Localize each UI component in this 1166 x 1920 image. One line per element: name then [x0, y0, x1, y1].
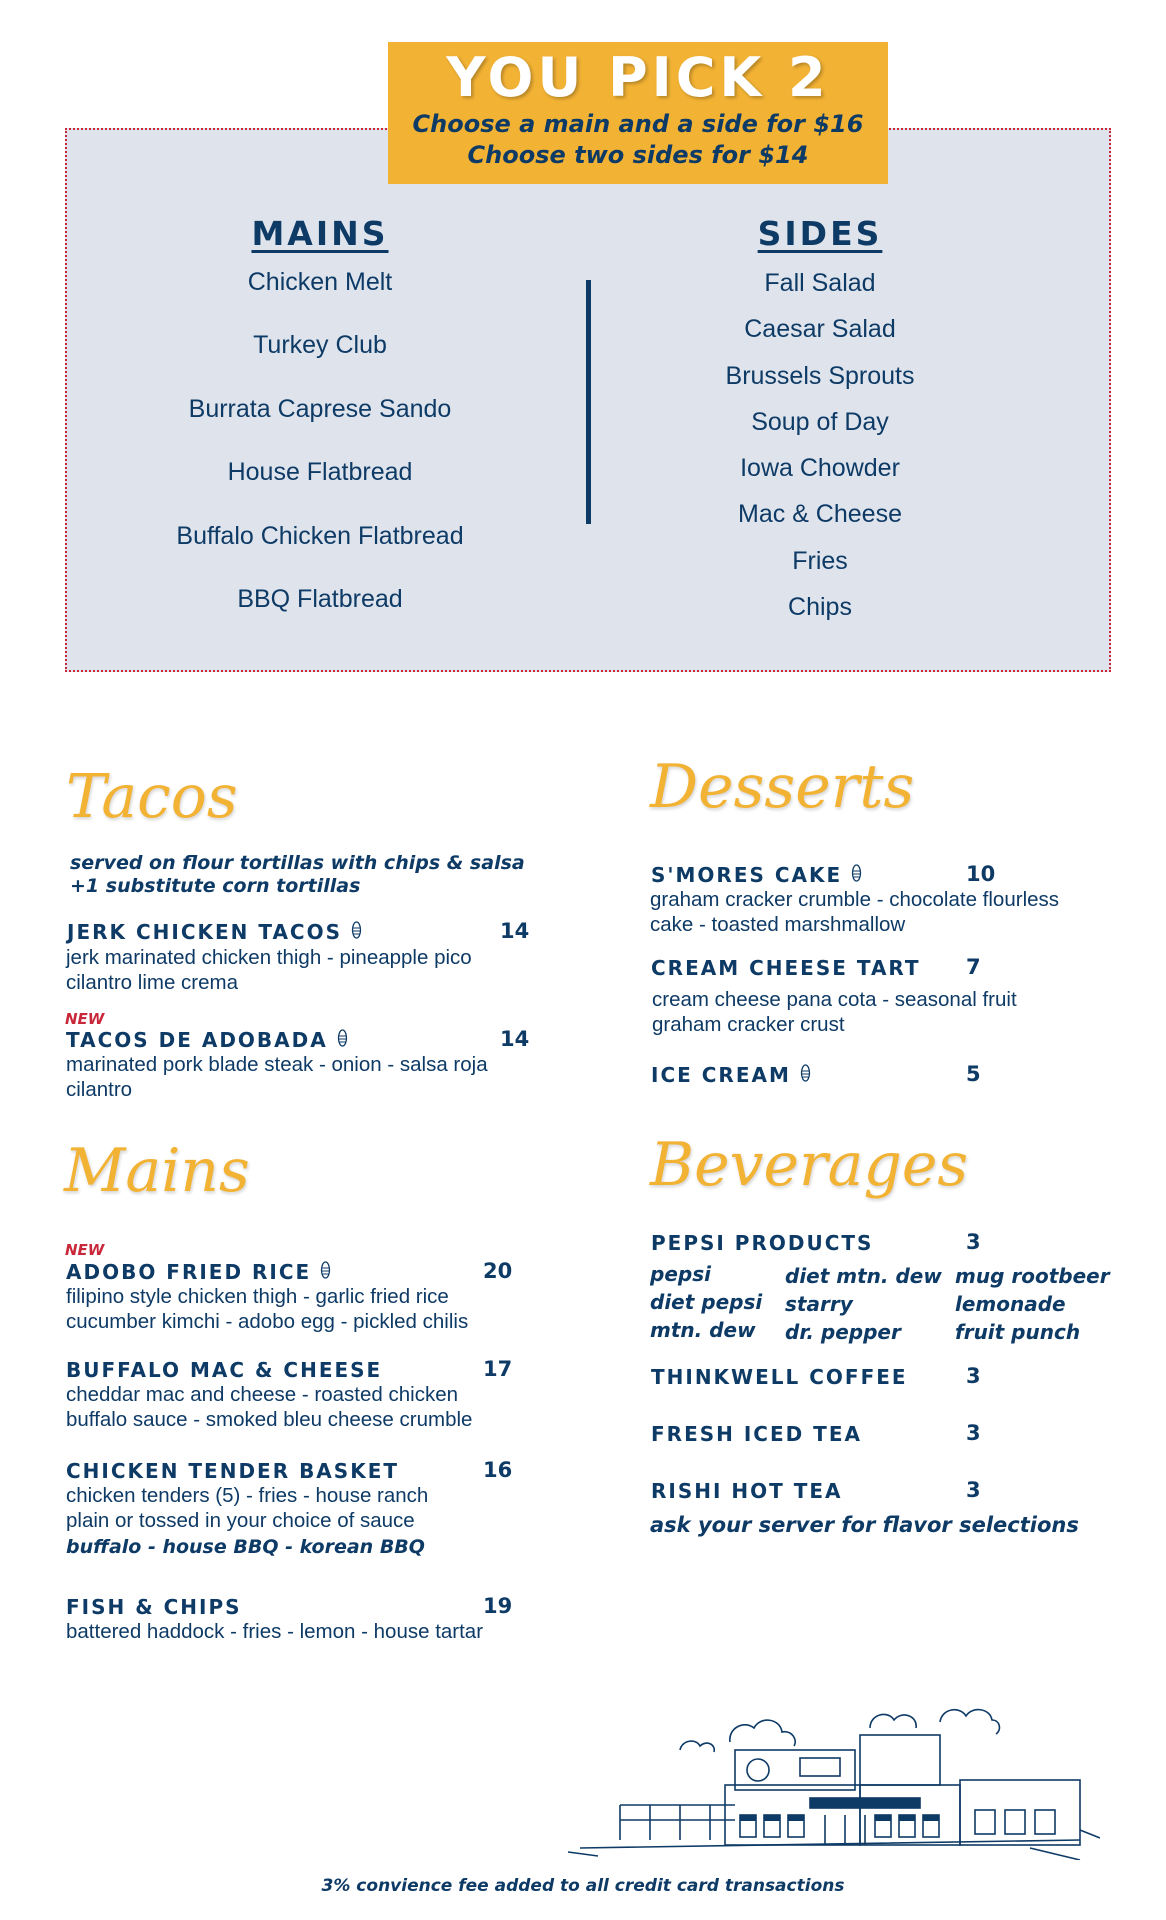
mains-column-heading: MAINS	[251, 214, 389, 253]
list-item: mtn. dew	[650, 1318, 756, 1342]
corn-icon	[799, 1064, 812, 1084]
credit-card-fee-note: 3% convience fee added to all credit card transactions	[321, 1876, 845, 1896]
list-item: starry	[785, 1292, 853, 1316]
item-description: cucumber kimchi - adobo egg - pickled chilis	[66, 1310, 469, 1333]
corn-icon	[350, 921, 363, 941]
item-description: marinated pork blade steak - onion - salsa roja	[66, 1053, 488, 1076]
menu-item-cream-cheese-tart	[651, 956, 921, 980]
item-price: 5	[966, 1062, 981, 1086]
list-item: Brussels Sprouts	[725, 361, 915, 390]
item-price: 20	[483, 1259, 513, 1283]
you-pick-2-banner	[388, 42, 888, 184]
item-description: battered haddock - fries - lemon - house tartar	[66, 1620, 484, 1643]
list-item: Burrata Caprese Sando	[188, 394, 452, 423]
list-item: mug rootbeer	[955, 1264, 1110, 1288]
list-item: Mac & Cheese	[738, 500, 902, 529]
pepsi-flavors-col-3	[955, 1262, 1110, 1346]
tacos-note-tortillas: served on flour tortillas with chips & salsa	[70, 852, 525, 874]
item-name: S'MORES CAKE	[651, 863, 843, 887]
item-description: cheddar mac and cheese - roasted chicken	[66, 1383, 459, 1406]
item-description: jerk marinated chicken thigh - pineapple pico	[66, 946, 472, 969]
corn-icon	[319, 1261, 332, 1281]
desserts-heading: Desserts	[650, 752, 915, 822]
pick-offer-two-sides: Choose two sides for $14	[467, 141, 809, 169]
column-divider	[586, 280, 591, 524]
beverages-heading: Beverages	[650, 1130, 969, 1200]
item-price: 3	[966, 1421, 981, 1445]
item-price: 14	[500, 1027, 530, 1051]
list-item: Chips	[788, 593, 852, 622]
list-item: House Flatbread	[227, 458, 413, 487]
list-item: Caesar Salad	[744, 315, 896, 344]
menu-item-thinkwell-coffee	[651, 1365, 908, 1389]
menu-item-rishi-hot-tea	[651, 1479, 843, 1503]
item-name: PEPSI PRODUCTS	[651, 1231, 874, 1255]
item-name: TACOS DE ADOBADA	[66, 1028, 328, 1052]
item-price: 19	[483, 1594, 513, 1618]
new-badge: NEW	[65, 1241, 105, 1259]
item-price: 14	[500, 919, 530, 943]
list-item: Chicken Melt	[247, 268, 393, 296]
list-item: diet mtn. dew	[785, 1264, 942, 1288]
item-name: RISHI HOT TEA	[651, 1479, 843, 1503]
list-item: Soup of Day	[751, 407, 889, 436]
item-description: cilantro	[66, 1078, 133, 1101]
item-name: JERK CHICKEN TACOS	[67, 920, 343, 944]
item-name: CREAM CHEESE TART	[651, 956, 921, 980]
item-name: ADOBO FRIED RICE	[66, 1260, 312, 1284]
mains-heading: Mains	[64, 1136, 250, 1206]
sides-column-heading: SIDES	[757, 214, 883, 253]
list-item: dr. pepper	[785, 1320, 901, 1344]
pepsi-flavors-col-2	[785, 1262, 942, 1346]
list-item: pepsi	[650, 1262, 711, 1286]
menu-item-pepsi-products	[651, 1231, 873, 1255]
item-name: CHICKEN TENDER BASKET	[66, 1459, 399, 1483]
item-price: 10	[966, 862, 996, 886]
pepsi-flavors-col-1	[650, 1260, 762, 1344]
item-description: buffalo sauce - smoked bleu cheese crumble	[66, 1408, 473, 1431]
pick-offer-main-side: Choose a main and a side for $16	[412, 110, 864, 138]
item-name: THINKWELL COFFEE	[651, 1365, 908, 1389]
menu-item-buffalo-mac-cheese	[66, 1358, 382, 1382]
list-item: Buffalo Chicken Flatbread	[176, 521, 464, 550]
menu-item-fish-chips	[66, 1595, 242, 1619]
item-description: graham cracker crumble - chocolate flourless	[650, 888, 1060, 911]
list-item: Turkey Club	[253, 331, 387, 360]
menu-item-jerk-chicken-tacos	[67, 920, 363, 944]
item-name: FISH & CHIPS	[66, 1595, 242, 1619]
tacos-note-substitute: +1 substitute corn tortillas	[70, 875, 361, 897]
item-description: cream cheese pana cota - seasonal fruit	[652, 988, 1017, 1011]
list-item: lemonade	[955, 1292, 1066, 1316]
corn-icon	[850, 864, 863, 884]
list-item: BBQ Flatbread	[237, 584, 403, 613]
item-name: FRESH ICED TEA	[651, 1422, 862, 1446]
menu-item-smores-cake	[651, 863, 863, 887]
item-description: cake - toasted marshmallow	[650, 913, 906, 936]
list-item: Fall Salad	[764, 269, 876, 297]
item-price: 7	[966, 955, 981, 979]
item-price: 3	[966, 1230, 981, 1254]
item-description: chicken tenders (5) - fries - house ranch	[66, 1484, 429, 1507]
item-name: BUFFALO MAC & CHEESE	[66, 1358, 383, 1382]
menu-item-fresh-iced-tea	[651, 1422, 862, 1446]
pick-title: YOU PICK 2	[446, 46, 830, 109]
item-price: 3	[966, 1364, 981, 1388]
list-item: diet pepsi	[650, 1290, 763, 1314]
menu-item-adobo-fried-rice	[66, 1260, 332, 1284]
item-description: filipino style chicken thigh - garlic fried rice	[66, 1285, 449, 1308]
list-item: fruit punch	[955, 1320, 1081, 1344]
list-item: Iowa Chowder	[740, 454, 900, 483]
item-price: 17	[483, 1357, 513, 1381]
item-name: ICE CREAM	[651, 1063, 791, 1087]
menu-item-tacos-de-adobada	[66, 1028, 349, 1052]
new-badge: NEW	[65, 1010, 105, 1028]
item-description: cilantro lime crema	[66, 971, 239, 994]
sauce-options: buffalo - house BBQ - korean BBQ	[66, 1536, 425, 1558]
list-item: Fries	[792, 546, 848, 575]
menu-item-ice-cream	[651, 1063, 812, 1087]
item-description: graham cracker crust	[652, 1013, 845, 1036]
pick-sides-list	[670, 269, 970, 639]
menu-item-chicken-tender-basket	[66, 1459, 399, 1483]
item-price: 3	[966, 1478, 981, 1502]
item-price: 16	[483, 1458, 513, 1482]
pick-mains-list	[120, 268, 520, 648]
tacos-heading: Tacos	[66, 762, 238, 832]
item-description: plain or tossed in your choice of sauce	[66, 1509, 415, 1532]
corn-icon	[336, 1029, 349, 1049]
restaurant-building-illustration	[560, 1680, 1100, 1860]
flavor-selection-note: ask your server for flavor selections	[650, 1513, 1079, 1537]
